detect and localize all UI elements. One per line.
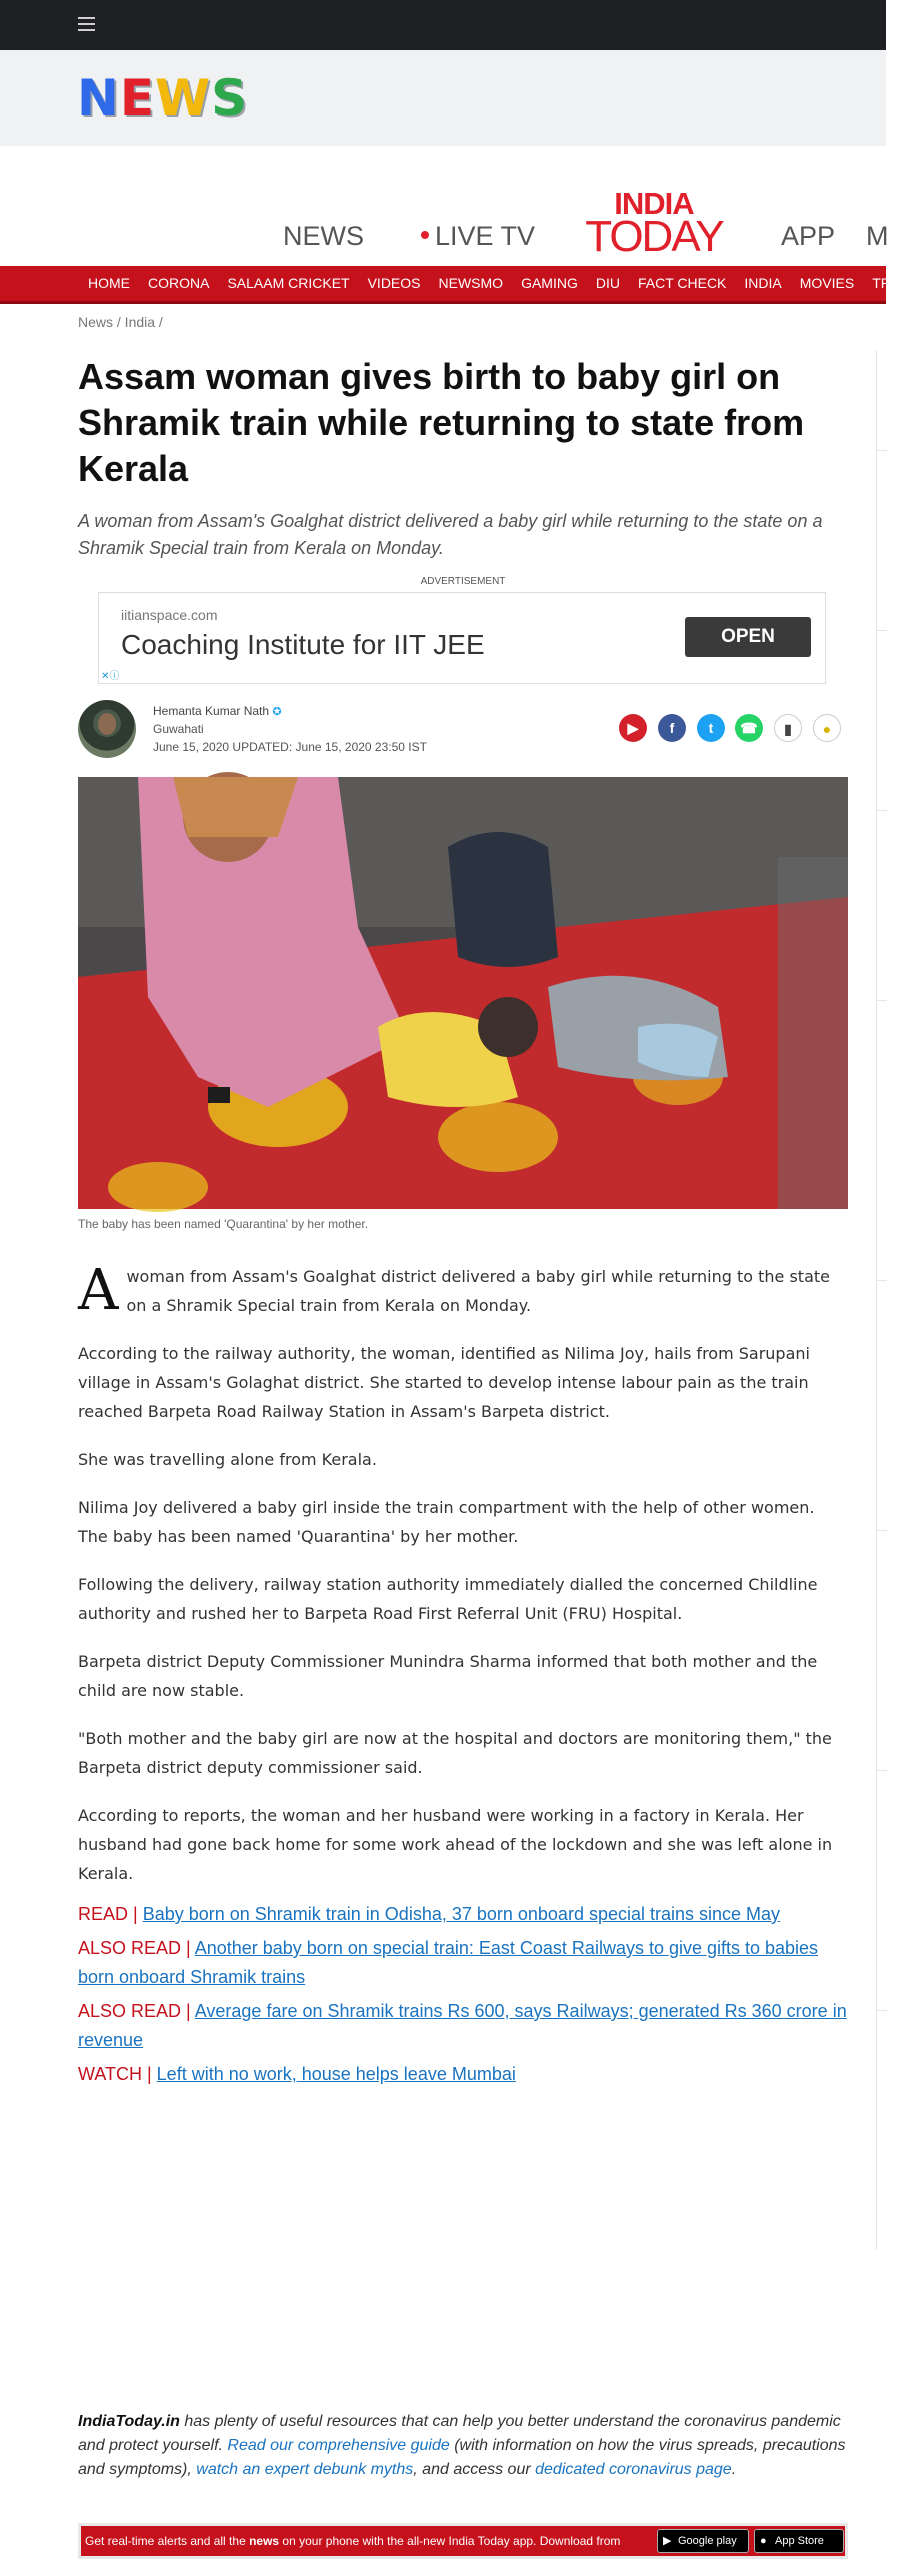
- related-links: [78, 1900, 848, 2094]
- related-tag: READ |: [78, 1904, 143, 1924]
- section-menu: [0, 266, 901, 304]
- google-play-button[interactable]: ▶ Google play: [657, 2529, 749, 2553]
- related-link[interactable]: Left with no work, house helps leave Mumbai: [156, 2064, 516, 2084]
- paragraph: Following the delivery, railway station authority immediately dialled the concerned Childline authority and rushed her to Barpeta Road First Referral Unit (FRU) Hospital.: [78, 1575, 818, 1623]
- author-name[interactable]: Hemanta Kumar Nath ✪: [153, 704, 282, 718]
- advertisement[interactable]: [98, 592, 826, 684]
- menu-fact-check[interactable]: FACT CHECK: [637, 275, 727, 291]
- hero-photo: [78, 777, 848, 1209]
- paragraph: "Both mother and the baby girl are now at the hospital and doctors are monitoring them," the Barpeta district deputy commissioner said.: [78, 1729, 832, 1777]
- logo-line2: TODAY: [585, 212, 723, 261]
- twitter-icon[interactable]: t: [697, 714, 725, 742]
- bookmark-icon[interactable]: ▮: [774, 714, 802, 742]
- top-bar: [0, 0, 886, 50]
- app-store-button[interactable]: ● App Store: [754, 2529, 844, 2553]
- news-logo[interactable]: NEWS: [77, 69, 249, 127]
- related-link-item: [78, 1900, 848, 1929]
- image-caption: The baby has been named 'Quarantina' by her mother.: [78, 1217, 369, 1231]
- apple-icon: ●: [760, 2535, 767, 2547]
- india-today-logo[interactable]: [580, 188, 728, 259]
- article-summary: A woman from Assam's Goalghat district delivered a baby girl while returning to the state on a Shramik Special train from Kerala on Monday.: [78, 511, 823, 558]
- menu-videos[interactable]: VIDEOS: [367, 275, 421, 291]
- related-link[interactable]: Another baby born on special train: East Coast Railways to give gifts to babies born onboard Shramik trains: [78, 1938, 819, 1987]
- menu-movies[interactable]: MOVIES: [799, 275, 855, 291]
- guide-link[interactable]: Read our comprehensive guide: [227, 2437, 450, 2454]
- paragraph: According to reports, the woman and her husband were working in a factory in Kerala. Her husband had gone back home for some work ahead of the lockdown and she was left alone in Kerala.: [78, 1806, 833, 1883]
- whatsapp-icon[interactable]: ☎: [735, 714, 763, 742]
- author-row: [78, 700, 848, 762]
- comment-icon[interactable]: ●: [813, 714, 841, 742]
- menu-trending[interactable]: TRE: [872, 275, 901, 291]
- ad-domain: iitianspace.com: [121, 607, 218, 623]
- logo-line1: INDIA: [614, 186, 694, 221]
- app-download-banner: [78, 2523, 848, 2559]
- nav-more[interactable]: M: [866, 221, 889, 251]
- youtube-icon[interactable]: ▶: [619, 714, 647, 742]
- menu-salaam-cricket[interactable]: SALAAM CRICKET: [227, 275, 350, 291]
- article-date: June 15, 2020 UPDATED: June 15, 2020 23:50 IST: [153, 740, 427, 754]
- menu-diu[interactable]: DIU: [595, 275, 620, 291]
- menu-home[interactable]: HOME: [88, 275, 130, 291]
- menu-india[interactable]: INDIA: [744, 275, 782, 291]
- ad-title[interactable]: Coaching Institute for IIT JEE: [121, 629, 485, 660]
- related-link[interactable]: Average fare on Shramik trains Rs 600, says Railways; generated Rs 360 crore in revenue: [78, 2001, 847, 2050]
- paragraph: Nilima Joy delivered a baby girl inside the train compartment with the help of other women. The baby has been named 'Quarantina' by her mother.: [78, 1498, 815, 1546]
- corona-page-link[interactable]: dedicated coronavirus page: [535, 2461, 732, 2478]
- twitter-small-icon[interactable]: ✪: [272, 706, 282, 718]
- breadcrumb[interactable]: News / India /: [78, 314, 163, 330]
- related-link[interactable]: Baby born on Shramik train in Odisha, 37 born onboard special trains since May: [142, 1904, 781, 1924]
- nav-app[interactable]: APP: [781, 221, 836, 251]
- menu-corona[interactable]: CORONA: [148, 275, 210, 291]
- guide-brand: IndiaToday.in: [78, 2413, 180, 2430]
- related-tag: ALSO READ |: [78, 2001, 195, 2021]
- paragraph: Barpeta district Deputy Commissioner Munindra Sharma informed that both mother and the child are now stable.: [78, 1652, 818, 1700]
- related-link-item: [78, 1934, 848, 1992]
- paragraph: According to the railway authority, the woman, identified as Nilima Joy, hails from Sarupani village in Assam's Golaghat district. She started to develop intense labour pain as the train reached Barpeta Road Railway Station in Assam's Barpeta district.: [78, 1344, 810, 1421]
- author-avatar[interactable]: [78, 700, 136, 758]
- primary-nav: [0, 146, 889, 266]
- author-location: Guwahati: [153, 722, 204, 736]
- related-link-item: [78, 1997, 848, 2055]
- article-headline: Assam woman gives birth to baby girl on Shramik train while returning to state from Kerala: [78, 356, 805, 489]
- related-tag: WATCH |: [78, 2064, 157, 2084]
- app-banner-text: Get real-time alerts and all the news on your phone with the all-new India Today app. Download from: [85, 2534, 621, 2548]
- play-icon: ▶: [663, 2535, 672, 2547]
- paragraph: She was travelling alone from Kerala.: [78, 1450, 377, 1469]
- nav-news[interactable]: NEWS: [283, 221, 364, 251]
- nav-live-tv[interactable]: [421, 221, 535, 252]
- article-body: [78, 1258, 848, 1907]
- ad-open-button[interactable]: OPEN: [685, 617, 811, 657]
- ad-close-icon[interactable]: ✕ⓘ: [101, 671, 120, 682]
- hero-image: [78, 777, 848, 1209]
- right-sidebar-edge: [876, 350, 886, 2250]
- menu-gaming[interactable]: GAMING: [521, 275, 578, 291]
- coronavirus-guide: IndiaToday.in has plenty of useful resources that can help you better understand the coronavirus pandemic and protect yourself. Read our comprehensive guide (with information on how the virus spreads, precautions and symptoms), watch an expert debunk myths, and access our dedicated coronavirus page.: [78, 2413, 846, 2478]
- ad-label: ADVERTISEMENT: [78, 576, 848, 587]
- paragraph-first: Awoman from Assam's Goalghat district delivered a baby girl while returning to the state on a Shramik Special train from Kerala on Monday.: [78, 1258, 830, 1323]
- live-dot-icon: [421, 231, 429, 239]
- myths-link[interactable]: watch an expert debunk myths: [196, 2461, 414, 2478]
- related-link-item: [78, 2060, 848, 2089]
- news-logo-bar: [0, 50, 886, 146]
- dropcap: A: [78, 1258, 119, 1323]
- hamburger-icon[interactable]: [78, 17, 95, 31]
- nav-live-tv-label: LIVE TV: [435, 221, 536, 251]
- facebook-icon[interactable]: f: [658, 714, 686, 742]
- related-tag: ALSO READ |: [78, 1938, 195, 1958]
- menu-newsmo[interactable]: NEWSMO: [438, 275, 504, 291]
